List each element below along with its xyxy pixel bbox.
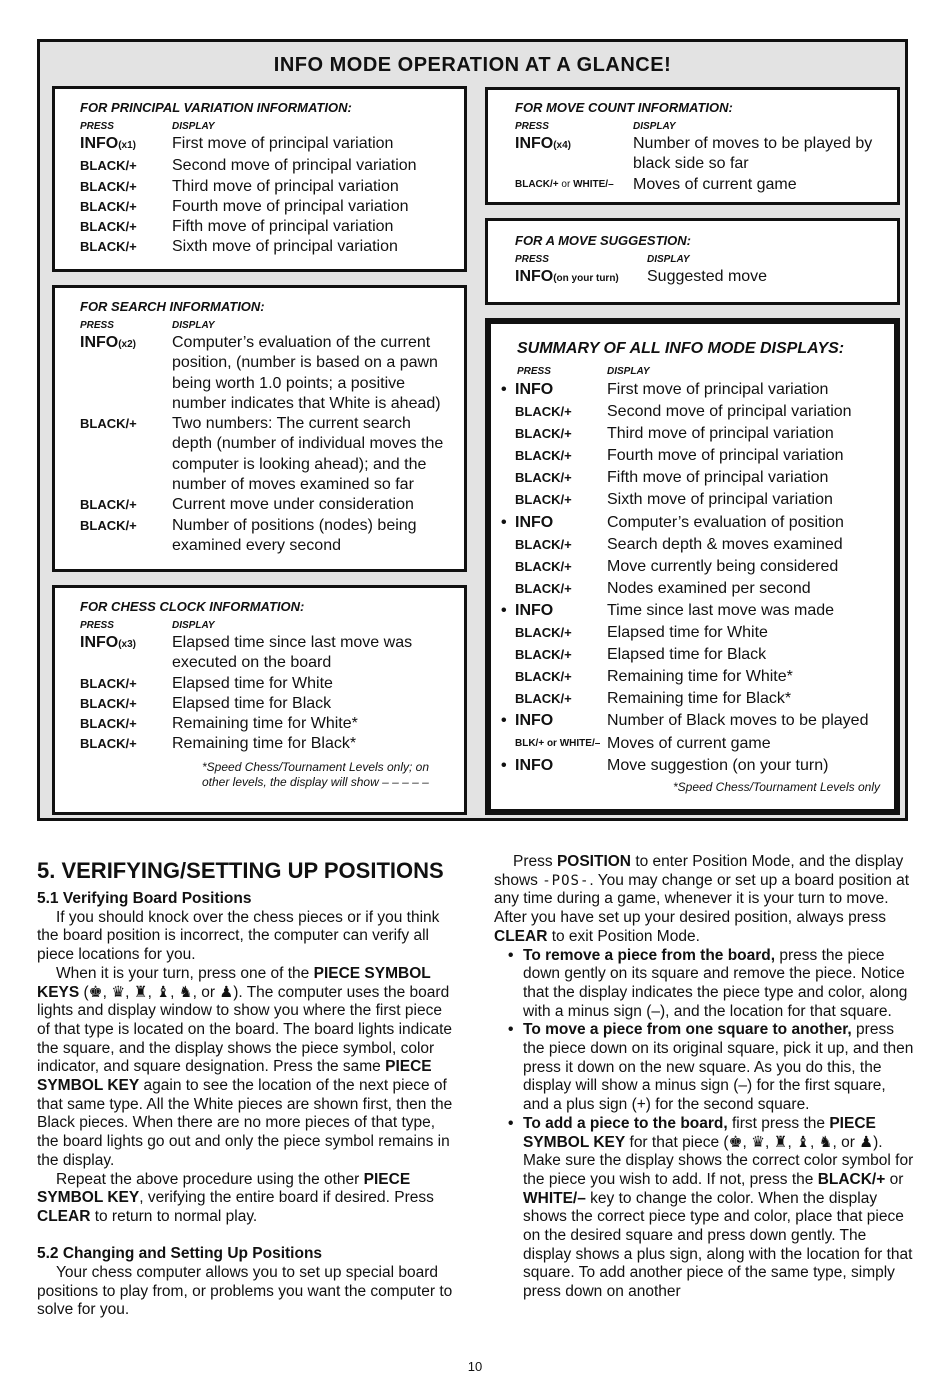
key-label: BLACK/+ <box>80 158 137 174</box>
bullet-mark <box>501 423 515 445</box>
key-suffix: (x3) <box>118 639 137 650</box>
display-text: Second move of principal variation <box>172 157 417 175</box>
bullet-mark: • <box>501 381 507 398</box>
paragraph: If you should knock over the chess pieces or if you think the board position is incorrect, the computer can verify all piece locations for you. <box>37 908 440 964</box>
press-key: BLACK/+ or WHITE/– <box>515 178 614 190</box>
clock-header <box>80 620 464 631</box>
suggestion-title: FOR A MOVE SUGGESTION: <box>515 233 691 248</box>
display-text: First move of principal variation <box>607 381 829 398</box>
display-line: Elapsed time for White <box>172 674 333 692</box>
pv-row <box>80 177 464 197</box>
bullet-mark <box>501 489 515 511</box>
summary-row <box>501 379 894 401</box>
summary-note: *Speed Chess/Tournament Levels only <box>672 779 880 794</box>
panel-title: INFO MODE OPERATION AT A GLANCE! <box>273 54 672 76</box>
pv-rows <box>80 134 464 258</box>
left-column <box>37 858 457 1320</box>
press-key <box>80 217 172 237</box>
press-key: INFO <box>515 381 554 398</box>
clock-row <box>80 694 464 714</box>
move-count-row <box>515 175 897 195</box>
search-rows <box>80 333 464 556</box>
search-row <box>80 495 464 515</box>
press-key <box>80 134 172 156</box>
press-header: PRESS <box>515 254 549 265</box>
display-line: Current move under consideration <box>172 496 414 514</box>
bullet-mark <box>501 467 515 489</box>
press-key: BLACK/+ <box>515 580 572 596</box>
display-header: DISPLAY <box>172 620 215 631</box>
display-text: Third move of principal variation <box>172 177 399 195</box>
search-row <box>80 516 464 557</box>
display-text <box>172 734 356 754</box>
display-text: Remaining time for Black* <box>607 690 792 708</box>
bullet-mark <box>501 733 515 755</box>
key-label: BLACK/+ <box>80 517 137 533</box>
press-key <box>80 156 172 176</box>
bullet-item: • To add a piece to the board, first press the PIECE SYMBOL KEY for that piece (♚, ♛, ♜, ♝, ♞, or ♟). Make sure the display shows the correct color symbol for the piece you wish to add. If not, press the BLACK/+ or WHITE/– key to change the color. When the display shows the correct piece type and color, place that piece on the desired square and press down gently. The display shows a plus sign, along with the location for that square. To add another piece of the same type, simply press down on another <box>494 1115 914 1302</box>
right-column <box>494 853 914 1302</box>
press-key <box>80 633 172 674</box>
display-text: Computer’s evaluation of position <box>607 513 844 531</box>
pv-row <box>80 217 464 237</box>
display-line: Elapsed time since last move was <box>172 634 413 651</box>
search-box <box>52 285 467 572</box>
summary-row <box>501 489 894 511</box>
press-key: BLACK/+ <box>515 426 572 442</box>
display-text: Sixth move of principal variation <box>172 238 398 256</box>
bullet-mark <box>501 534 515 556</box>
press-header: PRESS <box>80 320 114 331</box>
press-key <box>80 237 172 257</box>
pv-row <box>80 197 464 217</box>
summary-row <box>501 512 894 534</box>
press-key: BLACK/+ <box>515 404 572 420</box>
clock-row <box>80 734 464 754</box>
bullet-mark <box>501 688 515 710</box>
display-line: Computer’s evaluation of the current <box>172 334 431 351</box>
pv-title: FOR PRINCIPAL VARIATION INFORMATION: <box>80 100 352 115</box>
bullet-item: • To move a piece from one square to another, press the piece down on its original square, pick it up, and then press it down on the new square. As you do this, the display will show a minus sign (–) for the first square, and a plus sign (+) for the second square. <box>494 1021 914 1115</box>
summary-row <box>501 644 894 666</box>
search-row <box>80 414 464 495</box>
summary-row <box>501 401 894 423</box>
bullet-mark <box>501 445 515 467</box>
clock-row <box>80 674 464 694</box>
display-text: Suggested move <box>647 268 768 285</box>
press-key <box>80 197 172 217</box>
press-header: PRESS <box>80 620 114 631</box>
press-key: INFO(on your turn) <box>515 268 619 285</box>
summary-row <box>501 423 894 445</box>
clock-row <box>80 714 464 734</box>
display-text: Time since last move was made <box>607 601 835 619</box>
paragraph: Press POSITION to enter Position Mode, and the display shows -POS-. You may change or set up a board position at any time during a game, whenever it is your turn to move. After you have set up your desired position, always press CLEAR to exit Position Mode. <box>494 853 910 945</box>
display-text: Nodes examined per second <box>607 579 811 597</box>
summary-row <box>501 467 894 489</box>
key-label: INFO <box>80 634 119 651</box>
display-text: Fifth move of principal variation <box>607 469 829 487</box>
press-key <box>80 714 172 734</box>
search-header <box>80 320 464 331</box>
display-text: Move currently being considered <box>607 557 839 575</box>
display-text <box>172 414 443 495</box>
summary-row <box>501 578 894 600</box>
summary-row <box>501 710 894 732</box>
press-key: INFO <box>515 712 554 730</box>
press-key: INFO(x4) <box>515 135 572 152</box>
key-label: BLACK/+ <box>80 219 137 235</box>
move-count-row <box>515 134 897 175</box>
press-key: INFO <box>515 756 554 774</box>
key-label: BLACK/+ <box>80 198 137 214</box>
press-key: BLACK/+ <box>515 470 572 486</box>
key-label: INFO <box>80 334 119 351</box>
bullet-mark <box>501 578 515 600</box>
bullet-mark: • <box>501 601 507 619</box>
clock-row <box>80 633 464 674</box>
display-line: Remaining time for Black* <box>172 735 357 753</box>
clock-note <box>202 760 464 790</box>
summary-row <box>501 600 894 622</box>
display-text: Fourth move of principal variation <box>607 447 844 465</box>
display-header: DISPLAY <box>633 121 676 132</box>
summary-rows <box>501 379 894 777</box>
summary-row <box>501 445 894 467</box>
display-text <box>172 495 414 515</box>
press-key: BLACK/+ <box>515 647 572 663</box>
display-line: examined every second <box>172 536 341 554</box>
info-mode-panel <box>37 39 908 821</box>
press-key <box>80 694 172 714</box>
search-title: FOR SEARCH INFORMATION: <box>80 299 265 314</box>
display-text: Sixth move of principal variation <box>607 491 833 509</box>
press-key: INFO <box>515 601 554 619</box>
clock-note-line: other levels, the display will show – – – – – <box>202 774 429 789</box>
press-key: BLACK/+ <box>515 691 572 707</box>
display-line: Elapsed time for Black <box>172 694 332 712</box>
summary-row <box>501 666 894 688</box>
summary-row <box>501 622 894 644</box>
display-text: Third move of principal variation <box>607 425 834 443</box>
display-line: Number of positions (nodes) being <box>172 516 417 534</box>
page-number: 10 <box>467 1359 483 1374</box>
pv-row <box>80 237 464 257</box>
clock-rows <box>80 633 464 755</box>
press-key: BLACK/+ <box>515 558 572 574</box>
paragraph: Your chess computer allows you to set up special board positions to play from, or problems you want the computer to solve for you. <box>37 1264 453 1319</box>
key-label: BLACK/+ <box>80 416 137 432</box>
press-key: BLK/+ or WHITE/– <box>515 737 601 749</box>
key-label: BLACK/+ <box>80 695 137 711</box>
suggestion-row <box>515 267 897 289</box>
pv-header <box>80 121 464 132</box>
display-text <box>172 633 412 674</box>
bullet-mark: • <box>501 712 507 730</box>
press-key <box>80 333 172 414</box>
press-header: PRESS <box>80 121 114 132</box>
press-key: BLACK/+ <box>515 492 572 508</box>
display-text <box>172 333 441 414</box>
press-key <box>80 495 172 515</box>
display-header: DISPLAY <box>172 320 215 331</box>
press-key <box>80 734 172 754</box>
display-text <box>172 694 331 714</box>
press-header: PRESS <box>517 366 551 377</box>
bullet-mark <box>501 666 515 688</box>
paragraph: Repeat the above procedure using the other PIECE SYMBOL KEY, verifying the entire board if desired. Press CLEAR to return to normal play. <box>37 1170 434 1225</box>
search-row <box>80 333 464 414</box>
move-count-box <box>485 87 900 205</box>
pv-row <box>80 134 464 156</box>
summary-row <box>501 755 894 777</box>
move-count-header <box>515 121 897 132</box>
bullet-mark: • <box>501 756 507 774</box>
press-key: INFO <box>515 513 554 531</box>
key-label: BLACK/+ <box>80 497 137 513</box>
display-text: Search depth & moves examined <box>607 535 843 553</box>
summary-row <box>501 534 894 556</box>
summary-title: SUMMARY OF ALL INFO MODE DISPLAYS: <box>517 340 845 357</box>
summary-row <box>501 733 894 755</box>
display-line: Two numbers: The current search <box>172 415 411 433</box>
key-label: BLACK/+ <box>80 675 137 691</box>
summary-row <box>501 688 894 710</box>
press-key <box>80 516 172 557</box>
section-title: 5. VERIFYING/SETTING UP POSITIONS <box>37 858 444 883</box>
suggestion-box <box>485 218 900 305</box>
press-header: PRESS <box>515 121 549 132</box>
display-line: position, (number is based on a pawn <box>172 354 438 372</box>
display-header: DISPLAY <box>647 254 690 265</box>
display-text: Fifth move of principal variation <box>172 218 394 236</box>
display-text: Moves of current game <box>607 734 771 752</box>
pv-row <box>80 156 464 176</box>
paragraph: When it is your turn, press one of the PIECE SYMBOL KEYS (♚, ♛, ♜, ♝, ♞, or ♟). The computer uses the board lights and display window to show you where the first piece of that type is located on the board. The board lights indicate the square, and the display shows the piece symbol, color indicator, and square designation. Press the same PIECE SYMBOL KEY again to see the location of the next piece of that same type. All the White pieces are shown first, then the Black pieces. When there are no more pieces of that type, the board lights go out and only the piece symbol remains in the display. <box>37 964 453 1169</box>
press-key <box>80 414 172 495</box>
display-text: Number of moves to be played by black side so far <box>633 135 873 173</box>
display-line: number of moves examined so far <box>172 476 414 494</box>
display-text: Number of Black moves to be played <box>607 712 869 730</box>
display-text: Fourth move of principal variation <box>172 197 409 215</box>
press-key: BLACK/+ <box>515 448 572 464</box>
summary-box <box>485 318 900 815</box>
bullet-mark: • <box>501 513 507 531</box>
bullet-mark <box>501 401 515 423</box>
display-text: Second move of principal variation <box>607 403 852 421</box>
key-label: BLACK/+ <box>80 178 137 194</box>
display-line: executed on the board <box>172 654 332 672</box>
display-text <box>172 714 358 734</box>
display-text: Elapsed time for Black <box>607 646 767 664</box>
press-key: BLACK/+ <box>515 669 572 685</box>
display-text: Elapsed time for White <box>607 624 768 642</box>
summary-header <box>517 366 894 377</box>
key-label: BLACK/+ <box>80 239 137 255</box>
bullet-mark <box>501 556 515 578</box>
summary-row <box>501 556 894 578</box>
bullet-mark <box>501 644 515 666</box>
display-text: Remaining time for White* <box>607 668 793 686</box>
display-text: Move suggestion (on your turn) <box>607 756 829 774</box>
press-key <box>80 177 172 197</box>
suggestion-header <box>515 254 897 265</box>
display-line: number indicates that White is ahead) <box>172 394 441 412</box>
lcd-display-text: -POS- <box>542 872 590 889</box>
key-label: BLACK/+ <box>80 736 137 752</box>
display-line: being worth 1.0 points; a positive <box>172 374 406 392</box>
bullet-item: • To remove a piece from the board, press the piece down gently on its square and remove the piece. Notice that the display indicates the piece type and color, along with a minus sign (–), and the location for that square. <box>494 947 914 1022</box>
display-text <box>172 516 417 557</box>
display-line: Remaining time for White* <box>172 715 358 733</box>
key-label: INFO <box>80 135 119 152</box>
pv-box <box>52 86 467 272</box>
key-label: BLACK/+ <box>80 716 137 732</box>
key-suffix: (x2) <box>118 339 137 350</box>
subsection-title: 5.2 Changing and Setting Up Positions <box>37 1245 323 1263</box>
move-count-title: FOR MOVE COUNT INFORMATION: <box>515 100 733 115</box>
press-key: BLACK/+ <box>515 536 572 552</box>
subsection-title: 5.1 Verifying Board Positions <box>37 890 252 907</box>
display-line: computer is looking ahead); and the <box>172 455 427 473</box>
clock-note-line: *Speed Chess/Tournament Levels only; on <box>202 759 430 774</box>
display-text: First move of principal variation <box>172 135 394 152</box>
press-key <box>80 674 172 694</box>
clock-title: FOR CHESS CLOCK INFORMATION: <box>80 599 305 614</box>
display-text: Moves of current game <box>633 175 797 193</box>
display-line: depth (number of individual moves the <box>172 435 444 453</box>
clock-box <box>52 585 467 815</box>
display-header: DISPLAY <box>172 121 215 132</box>
display-text <box>172 674 333 694</box>
bullet-mark <box>501 622 515 644</box>
press-key: BLACK/+ <box>515 625 572 641</box>
display-header: DISPLAY <box>607 366 650 377</box>
key-suffix: (x1) <box>118 140 137 151</box>
